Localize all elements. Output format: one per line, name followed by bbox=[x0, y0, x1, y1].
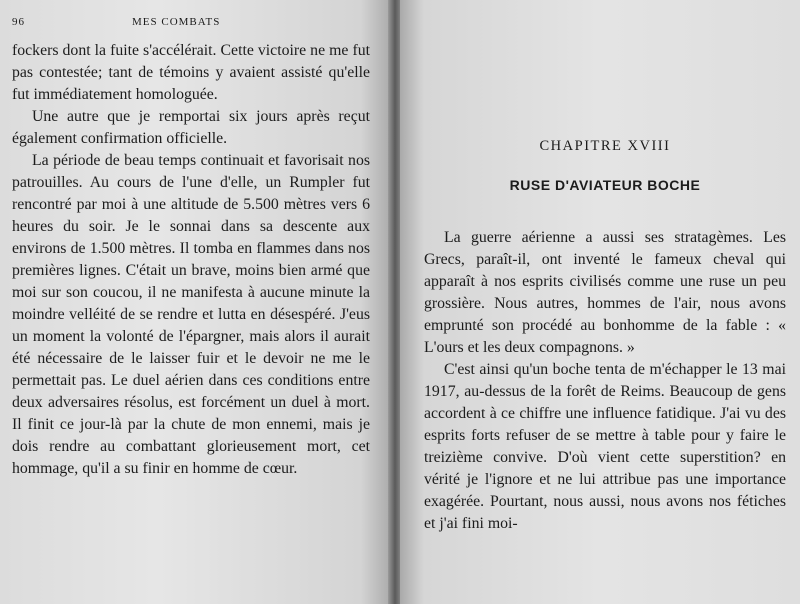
chapter-label: CHAPITRE XVIII bbox=[539, 138, 671, 154]
right-page-text bbox=[424, 227, 786, 535]
paragraph: Une autre que je remportai six jours après reçut également confirmation officielle. bbox=[12, 108, 370, 147]
left-page bbox=[0, 0, 392, 604]
paragraph: C'est ainsi qu'un boche tenta de m'échapper le 13 mai 1917, au-dessus de la forêt de Reims. Beaucoup de gens accordent à ce chiffre une influence fatidique. J'ai vu des esprits forts refuser de se mettre à table pour y faire le treizième convive. D'où vient cette superstition? en vérité je l'ignore et ne lui attribue pas une importance exagérée. Pourtant, nous aussi, nous avons nos fétiches et j'ai fini moi- bbox=[424, 361, 786, 532]
running-title: MES COMBATS bbox=[132, 16, 221, 28]
paragraph: La période de beau temps continuait et favorisait nos patrouilles. Au cours de l'une d'elle, un Rumpler fut rencontré par moi à une altitude de 5.500 mètres vers 6 heures du soir. Je le sonnai dans sa descente aux environs de 1.500 mètres. Il tomba en flammes dans nos premières lignes. C'était un brave, moins bien armé que moi sur son coucou, il ne manifesta à aucune minute la moindre velléité de se rendre et lutta en désespéré. J'eus un moment la volonté de l'épargner, mais alors il aurait été nécessaire de le laisser fuir et le devoir ne me le permettait pas. Le duel aérien dans ces conditions entre deux adversaires résolus, est forcément un duel à mort. Il finit ce jour-là par la chute de mon ennemi, mais je dois rendre au combattant glorieusement mort, cet hommage, qu'il a su finir en homme de cœur. bbox=[12, 152, 370, 477]
paragraph: fockers dont la fuite s'accélérait. Cette victoire ne me fut pas contestée; tant de témoins y avaient assisté qu'elle fut immédiatement homologuée. bbox=[12, 42, 370, 103]
left-page-text bbox=[12, 40, 370, 480]
running-head bbox=[12, 12, 370, 30]
paragraph: La guerre aérienne a aussi ses stratagèmes. Les Grecs, paraît-il, ont inventé le fameux cheval qui apparaît à nos esprits civilisés comme une ruse un peu grossière. Nous autres, hommes de l'air, nous avons emprunté son procédé au bonhomme de la fable : « L'ours et les deux compagnons. » bbox=[424, 229, 786, 356]
page-number: 96 bbox=[12, 16, 25, 28]
chapter-title: RUSE D'AVIATEUR BOCHE bbox=[509, 177, 701, 193]
right-page bbox=[400, 0, 800, 604]
